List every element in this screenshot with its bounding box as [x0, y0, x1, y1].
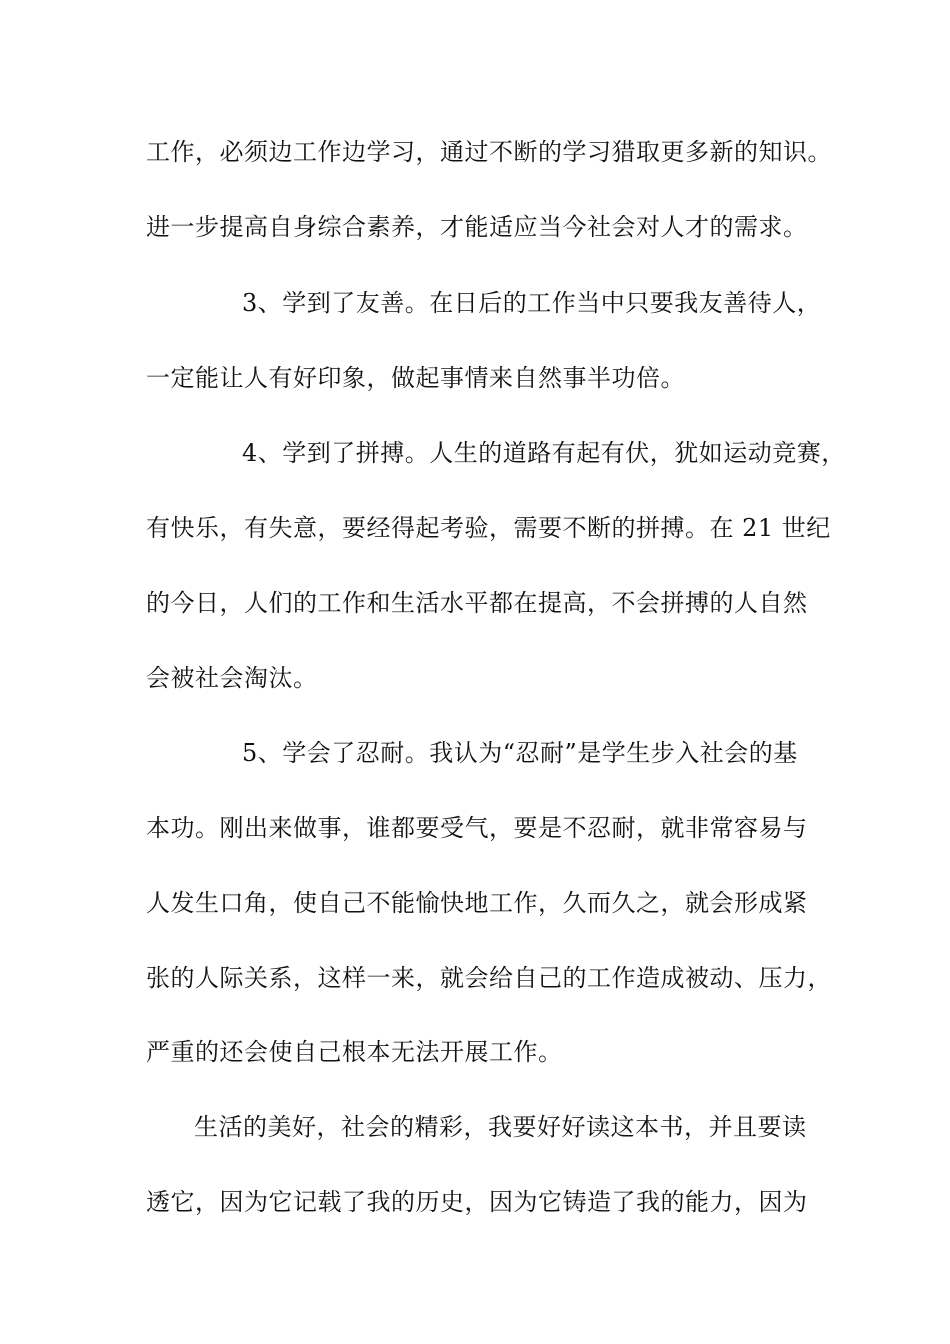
text-line: 一定能让人有好印象，做起事情来自然事半功倍。 [146, 364, 685, 392]
text-line: 张的人际关系，这样一来，就会给自己的工作造成被动、压力， [146, 964, 832, 992]
text-line: 人发生口角，使自己不能愉快地工作，久而久之，就会形成紧 [146, 889, 808, 917]
text-line: 4、学到了拼搏。人生的道路有起有伏，犹如运动竞赛， [242, 439, 846, 467]
text-line: 有快乐，有失意，要经得起考验，需要不断的拼搏。在 21 世纪 [146, 514, 831, 542]
text-line: 严重的还会使自己根本无法开展工作。 [146, 1038, 563, 1066]
text-line: 生活的美好，社会的精彩，我要好好读这本书，并且要读 [194, 1113, 807, 1141]
text-line: 的今日，人们的工作和生活水平都在提高，不会拼搏的人自然 [146, 589, 808, 617]
text-line: 工作，必须边工作边学习，通过不断的学习猎取更多新的知识。 [146, 138, 832, 166]
text-line: 进一步提高自身综合素养，才能适应当今社会对人才的需求。 [146, 213, 808, 241]
text-line: 3、学到了友善。在日后的工作当中只要我友善待人， [242, 289, 822, 317]
text-line: 本功。刚出来做事，谁都要受气，要是不忍耐，就非常容易与 [146, 814, 808, 842]
text-line: 5、学会了忍耐。我认为“忍耐”是学生步入社会的基 [242, 739, 798, 767]
text-line: 会被社会淘汰。 [146, 664, 318, 692]
text-line: 透它，因为它记载了我的历史，因为它铸造了我的能力，因为 [146, 1188, 808, 1216]
